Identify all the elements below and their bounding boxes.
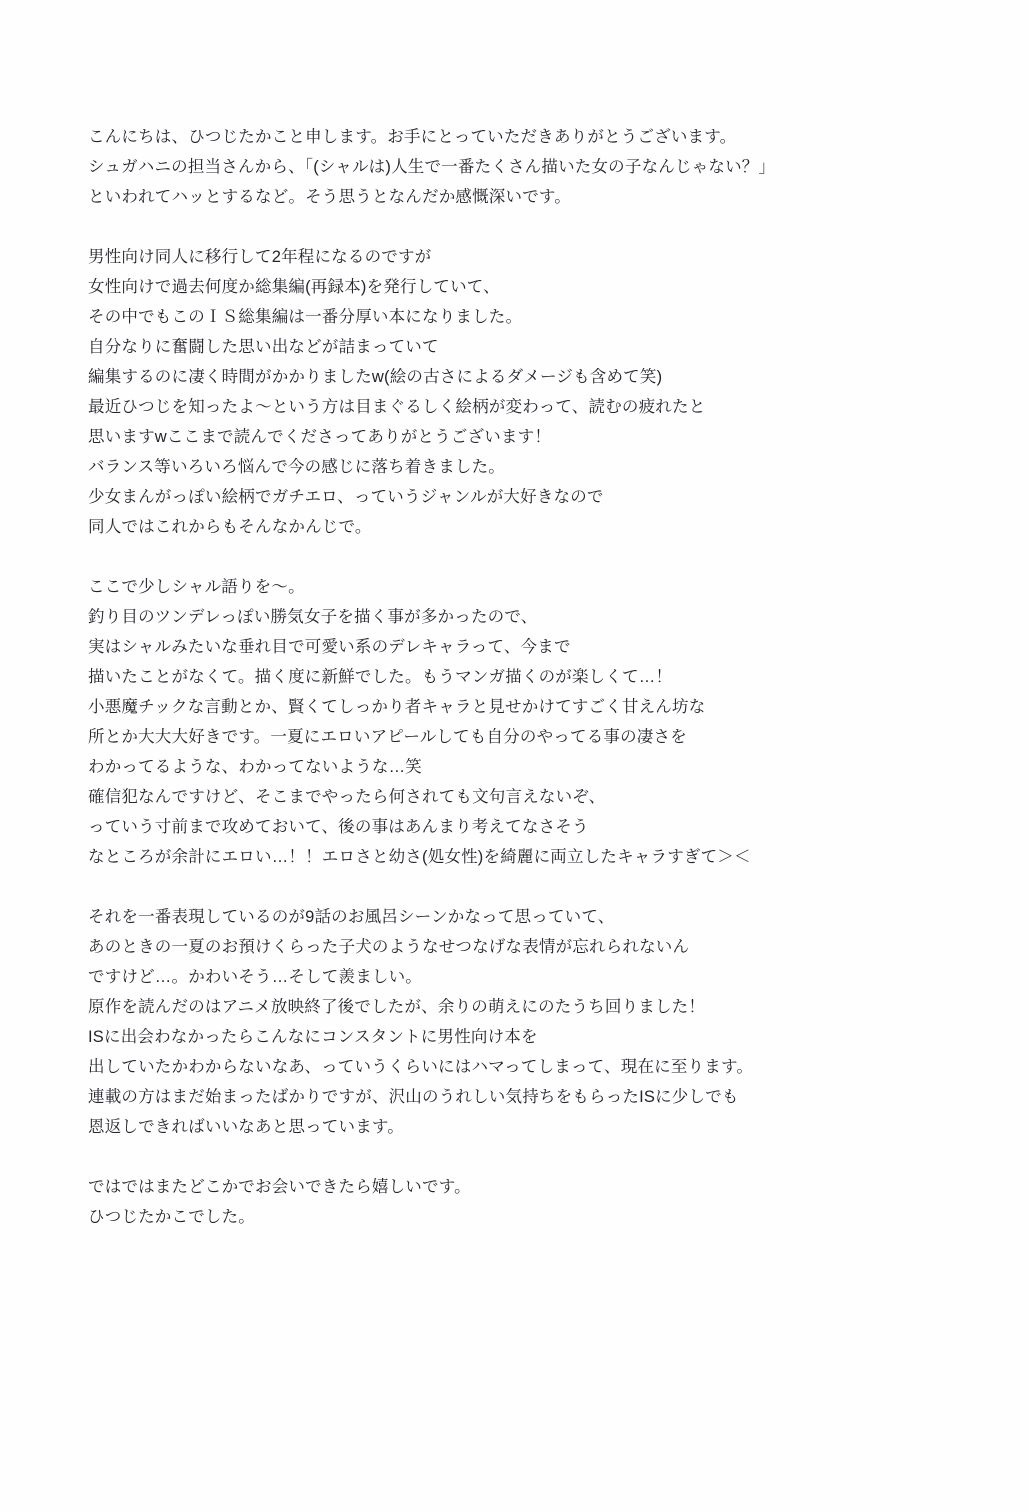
text-line: 実はシャルみたいな垂れ目で可愛い系のデレキャラって、今まで [88,638,571,656]
text-line: 確信犯なんですけど、そこまでやったら何されても文句言えないぞ、 [88,788,606,806]
text-line: 連載の方はまだ始まったばかりですが、沢山のうれしい気持ちをもらったISに少しでも [88,1088,739,1106]
text-line: 男性向け同人に移行して2年程になるのですが [88,248,432,266]
text-line: ここで少しシャル語りを〜。 [88,578,305,596]
text-line: 少女まんがっぽい絵柄でガチエロ、っていうジャンルが大好きなので [88,488,604,506]
text-line: ひつじたかこでした。 [88,1208,255,1226]
text-line: バランス等いろいろ悩んで今の感じに落ち着きました。 [88,458,506,476]
text-line: ではではまたどこかでお会いできたら嬉しいです。 [88,1178,471,1196]
text-line: 描いたことがなくて。描く度に新鮮でした。もうマンガ描くのが楽しくて…！ [88,668,673,686]
text-line: っていう寸前まで攻めておいて、後の事はあんまり考えてなさそう [88,818,589,836]
text-line: 自分なりに奮闘した思い出などが詰まっていて [88,338,439,356]
text-line: 所とか大大大好きです。一夏にエロいアピールしても自分のやってる事の凄さを [88,728,687,746]
text-line: ですけど…。かわいそう…そして羨ましい。 [88,968,422,986]
text-line: シュガハニの担当さんから、「(シャルは)人生で一番たくさん描いた女の子なんじゃない？」 [88,158,776,176]
text-line: 原作を読んだのはアニメ放映終了後でしたが、余りの萌えにのたうち回りました！ [88,998,706,1016]
paragraph-about-character [88,572,948,872]
text-line: 釣り目のツンデレっぽい勝気女子を描く事が多かったので、 [88,608,538,626]
text-line: 恩返しできればいいなあと思っています。 [88,1118,404,1136]
text-line: 出していたかわからないなあ、っていうくらいにはハマってしまって、現在に至ります。 [88,1058,754,1076]
text-line: それを一番表現しているのが9話のお風呂シーンかなって思っていて、 [88,908,615,926]
text-line: あのときの一夏のお預けくらった子犬のようなせつなげな表情が忘れられないん [88,938,690,956]
text-line: 同人ではこれからもそんなかんじで。 [88,518,372,536]
text-line: 最近ひつじを知ったよ〜という方は目まぐるしく絵柄が変わって、読むの疲れたと [88,398,706,416]
text-line: 編集するのに凄く時間がかかりましたw(絵の古さによるダメージも含めて笑) [88,368,663,386]
text-line: 小悪魔チックな言動とか、賢くてしっかり者キャラと見せかけてすごく甘えん坊な [88,698,706,716]
text-line: こんにちは、ひつじたかこと申します。お手にとっていただきありがとうございます。 [88,128,737,146]
afterword-text-block [88,122,948,1232]
text-line: なところが余計にエロい…！！エロさと幼さ(処女性)を綺麗に両立したキャラすぎて＞＜ [88,848,751,866]
text-line: その中でもこのＩＳ総集編は一番分厚い本になりました。 [88,308,523,326]
paragraph-closing [88,1172,948,1232]
text-line: ISに出会わなかったらこんなにコンスタントに男性向け本を [88,1028,538,1046]
paragraph-about-scene [88,902,948,1142]
paragraph-about-book [88,242,948,542]
paragraph-greeting [88,122,948,212]
text-line: 思いますwここまで読んでくださってありがとうございます！ [88,428,552,446]
text-line: わかってるような、わかってないような…笑 [88,758,422,776]
text-line: 女性向けで過去何度か総集編(再録本)を発行していて、 [88,278,500,296]
text-line: といわれてハッとするなど。そう思うとなんだか感慨深いです。 [88,188,571,206]
